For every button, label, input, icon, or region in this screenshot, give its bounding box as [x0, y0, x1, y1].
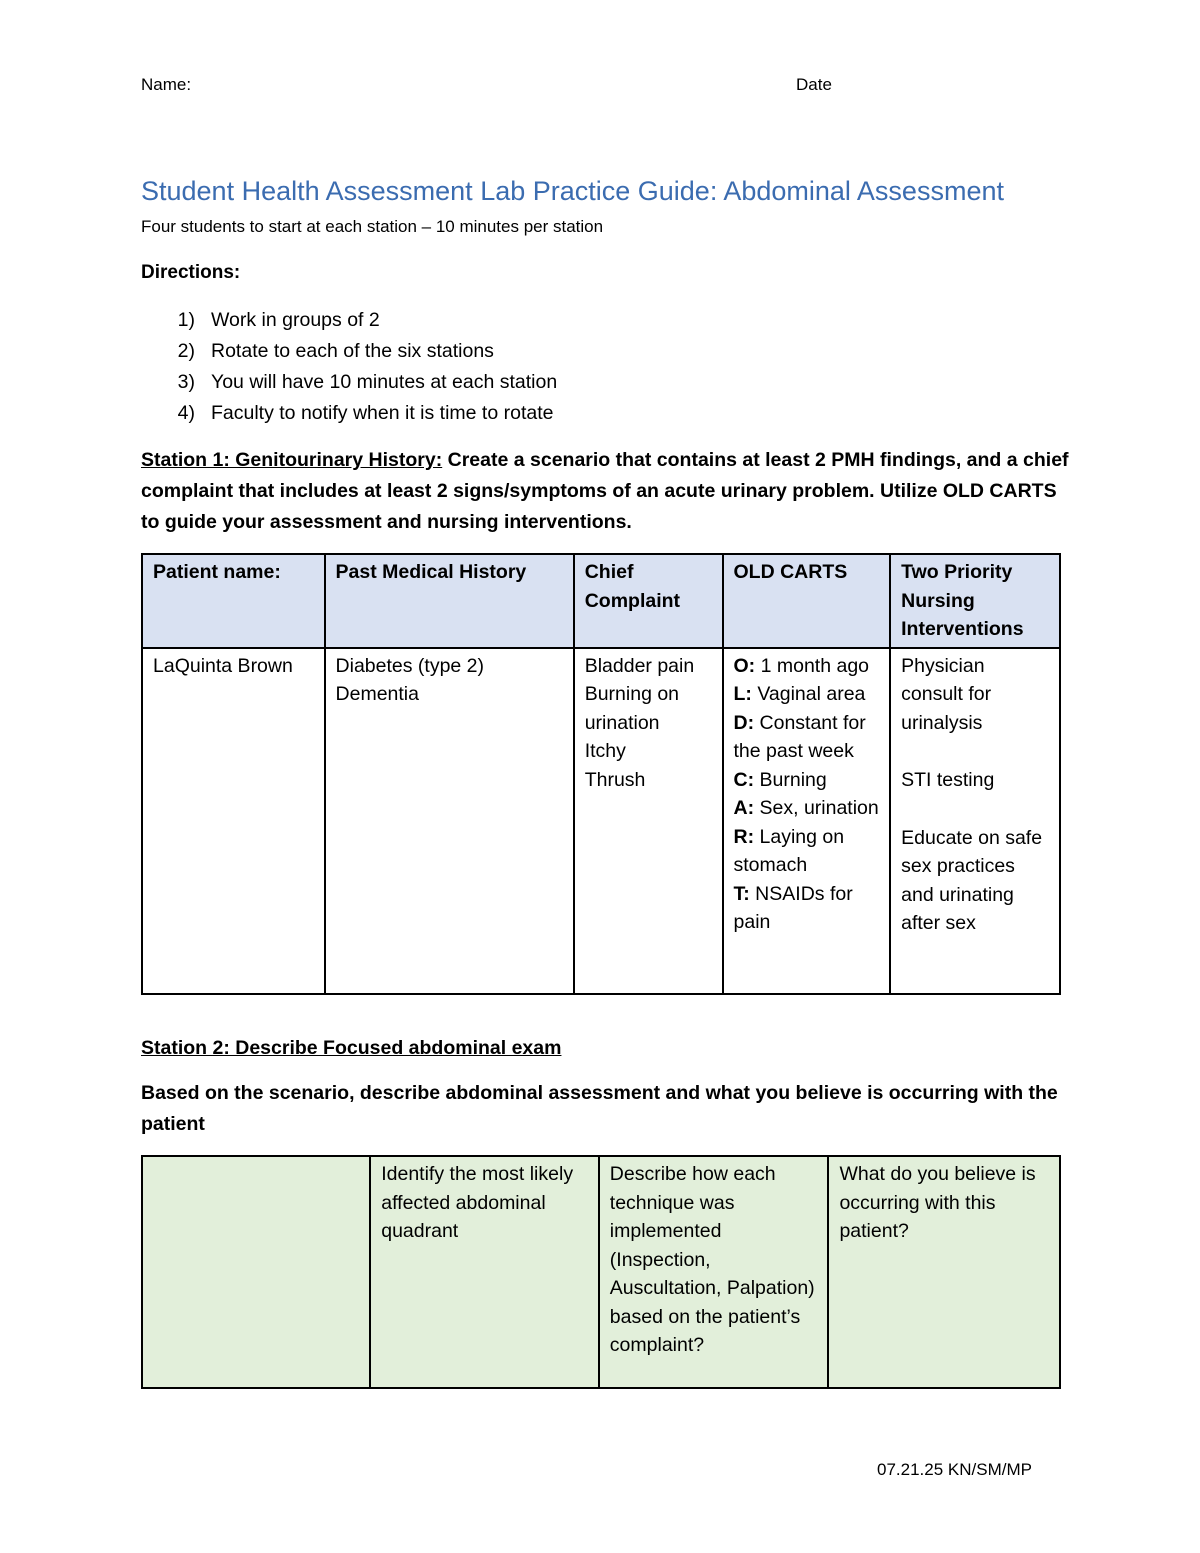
old-carts-key: R:	[733, 825, 755, 848]
station1-description: Create a scenario that contains at least 2 PMH findings, and a chief complaint that includes at least 2 signs/symptoms of an acute urinary problem. Utilize OLD CARTS to guide your assessment and nursing interventions.	[141, 449, 1069, 533]
pmh-item: Dementia	[335, 683, 419, 705]
directions-item	[141, 399, 557, 430]
header-technique: Describe how each technique was implemented (Inspection, Auscultation, Palpation) based on the patient’s complaint?	[599, 1156, 829, 1388]
pmh-item: Diabetes (type 2)	[335, 654, 485, 677]
cell-patient-name: LaQuinta Brown	[142, 648, 325, 994]
station1-table	[141, 553, 1061, 995]
old-carts-key: T:	[733, 882, 750, 905]
intervention-item: Physician consult for urinalysis	[901, 654, 992, 734]
cell-old-carts	[723, 648, 891, 994]
old-carts-key: D:	[733, 711, 755, 734]
old-carts-value: Constant for the past week	[733, 711, 866, 762]
directions-item	[141, 368, 557, 399]
old-carts-key: C:	[733, 768, 755, 791]
old-carts-key: L:	[733, 683, 752, 705]
station1-instructions	[141, 445, 1071, 538]
date-label: Date	[796, 75, 832, 94]
header-patient-name: Patient name:	[142, 554, 325, 648]
directions-item	[141, 337, 557, 368]
header-belief: What do you believe is occurring with this patient?	[828, 1156, 1060, 1388]
name-label: Name:	[141, 75, 192, 94]
directions-item-text: Work in groups of 2	[211, 309, 380, 331]
document-subtitle: Four students to start at each station – 10 minutes per station	[141, 217, 604, 236]
cell-chief-complaint	[574, 648, 723, 994]
old-carts-value: 1 month ago	[755, 654, 870, 677]
complaint-item: Burning on urination	[584, 683, 680, 734]
intervention-item: Educate on safe sex practices and urinating after sex	[901, 826, 1043, 934]
old-carts-item	[734, 652, 880, 681]
station2-title-text: Station 2: Describe Focused abdominal exam	[141, 1037, 562, 1059]
station2-title	[141, 1033, 561, 1064]
header-old-carts: OLD CARTS	[723, 554, 891, 648]
old-carts-value: Laying on stomach	[733, 825, 845, 876]
old-carts-item	[734, 709, 880, 766]
header-chief-complaint: Chief Complaint	[574, 554, 723, 648]
station2-description: Based on the scenario, describe abdominal assessment and what you believe is occurring with the patient	[141, 1082, 1058, 1135]
document-title: Student Health Assessment Lab Practice Guide: Abdominal Assessment	[141, 176, 1004, 206]
directions-list	[141, 306, 557, 430]
directions-item-text: Rotate to each of the six stations	[211, 340, 494, 362]
intervention-item: STI testing	[901, 769, 995, 791]
header-past-medical-history: Past Medical History	[325, 554, 574, 648]
old-carts-value: NSAIDs for pain	[733, 882, 853, 933]
old-carts-item	[734, 794, 880, 823]
old-carts-item	[734, 680, 880, 709]
complaint-item: Itchy	[584, 740, 626, 762]
footer-code: 07.21.25 KN/SM/MP	[877, 1460, 1032, 1479]
header-affected-quadrant: Identify the most likely affected abdominal quadrant	[370, 1156, 599, 1388]
station1-table-row	[142, 648, 1060, 994]
directions-heading: Directions:	[141, 262, 241, 283]
directions-item-text: Faculty to notify when it is time to rotate	[211, 402, 554, 424]
station2-table-header-row	[142, 1156, 1060, 1388]
directions-item-number: 2)	[177, 340, 195, 362]
old-carts-key: O:	[733, 654, 756, 677]
header-nursing-interventions: Two Priority Nursing Interventions	[890, 554, 1060, 648]
directions-item-number: 3)	[177, 371, 195, 393]
directions-item-number: 4)	[177, 402, 195, 424]
intervention-spacer	[901, 795, 1049, 824]
old-carts-item	[734, 880, 880, 937]
intervention-spacer	[901, 737, 1049, 766]
old-carts-value: Burning	[754, 768, 827, 791]
old-carts-value: Sex, urination	[754, 797, 879, 819]
directions-item	[141, 306, 557, 337]
old-carts-value: Vaginal area	[751, 683, 866, 705]
station1-title: Station 1: Genitourinary History:	[141, 449, 443, 471]
cell-past-medical-history	[325, 648, 574, 994]
directions-item-number: 1)	[177, 309, 195, 331]
old-carts-item	[734, 823, 880, 880]
old-carts-item	[734, 766, 880, 795]
header-blank	[142, 1156, 370, 1388]
complaint-item: Thrush	[584, 768, 646, 791]
station1-table-header-row	[142, 554, 1060, 648]
old-carts-key: A:	[733, 797, 755, 819]
directions-item-text: You will have 10 minutes at each station	[211, 371, 558, 393]
station2-table	[141, 1155, 1061, 1389]
complaint-item: Bladder pain	[584, 654, 695, 677]
cell-nursing-interventions	[890, 648, 1060, 994]
